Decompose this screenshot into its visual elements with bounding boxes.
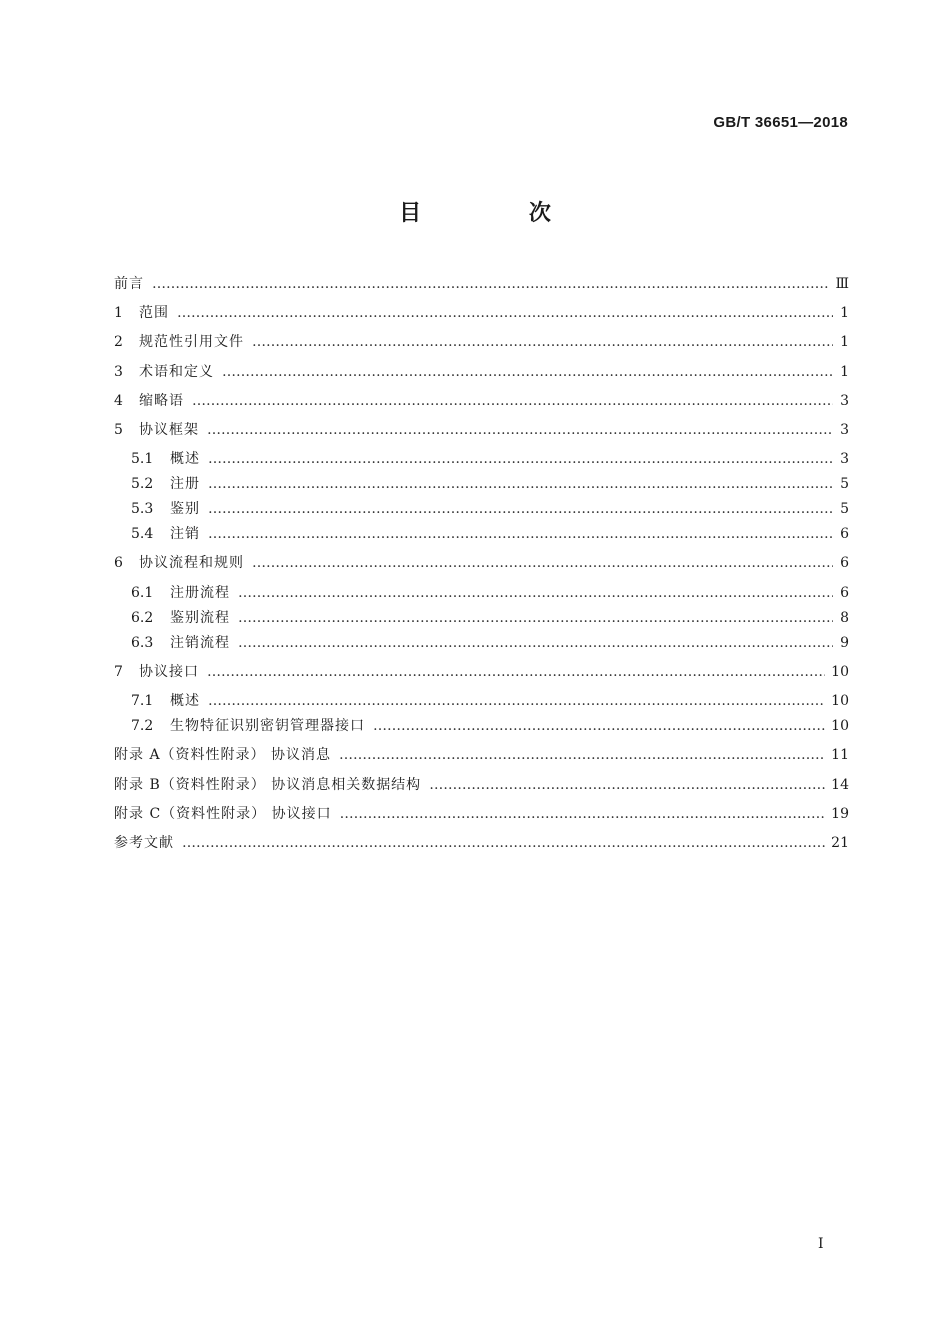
toc-dot-leader [208,499,833,519]
toc-entry-title: 鉴别 [170,501,200,517]
toc-entry-5-3[interactable] [131,499,849,519]
toc-dot-leader [208,691,825,711]
toc-dot-leader [252,553,833,573]
toc-dot-leader [207,662,825,682]
toc-entry-page: 3 [840,422,849,438]
toc-entry-page: 8 [840,610,849,626]
toc-entry-number: 6.2 [131,610,154,626]
toc-dot-leader [208,449,833,469]
toc-entry-title: 附录 C（资料性附录） 协议接口 [114,806,332,822]
toc-entry-title: 鉴别流程 [170,610,230,626]
toc-entry-5[interactable] [114,420,849,440]
toc-entry-annex-a[interactable] [114,745,849,765]
toc-entry-page: 9 [840,635,849,651]
toc-entry-number: 5.4 [131,526,154,542]
toc-entry-title: 协议流程和规则 [139,555,244,571]
toc-entry-page: 21 [831,835,849,851]
toc-entry-page: 10 [831,664,849,680]
toc-dot-leader [208,474,833,494]
toc-entry-number: 5.3 [131,501,154,517]
toc-entry-5-4[interactable] [131,524,849,544]
toc-dot-leader [177,303,833,323]
toc-dot-leader [429,775,825,795]
toc-entry-page: 11 [831,747,849,763]
toc-entry-number: 5.1 [131,451,154,467]
toc-entry-5-2[interactable] [131,474,849,494]
toc-entry-number: 1 [114,305,123,321]
toc-entry-annex-c[interactable] [114,804,849,824]
toc-entry-title: 协议框架 [139,422,199,438]
toc-entry-title: 缩略语 [139,393,184,409]
toc-entry-title: 注册 [170,476,200,492]
toc-entry-page: 6 [840,555,849,571]
toc-entry-page: 6 [840,526,849,542]
toc-entry-7[interactable] [114,662,849,682]
toc-entry-title: 注销流程 [170,635,230,651]
toc-entry-title: 注销 [170,526,200,542]
toc-entry-6-1[interactable] [131,583,849,603]
toc-dot-leader [222,362,833,382]
toc-entry-page: 10 [831,693,849,709]
toc-entry-4[interactable] [114,391,849,411]
toc-entry-title: 范围 [139,305,169,321]
toc-entry-number: 7 [114,664,123,680]
toc-entry-number: 7.1 [131,693,154,709]
toc-entry-number: 6 [114,555,123,571]
page-title: 目 次 [399,201,601,226]
toc-entry-foreword[interactable] [114,274,849,294]
toc-entry-title: 协议接口 [139,664,199,680]
toc-entry-page: 19 [831,806,849,822]
toc-entry-page: 1 [840,364,849,380]
toc-entry-number: 4 [114,393,123,409]
toc-entry-title: 附录 B（资料性附录） 协议消息相关数据结构 [114,777,422,793]
toc-entry-title: 规范性引用文件 [139,334,244,350]
toc-entry-number: 6.1 [131,585,154,601]
toc-entry-page: 5 [840,501,849,517]
toc-entry-page: 6 [840,585,849,601]
toc-entry-5-1[interactable] [131,449,849,469]
toc-entry-page: 5 [840,476,849,492]
toc-entry-title: 概述 [170,693,200,709]
toc-entry-page: 1 [840,305,849,321]
toc-entry-3[interactable] [114,362,849,382]
toc-entry-page: 1 [840,334,849,350]
toc-dot-leader [208,524,833,544]
toc-dot-leader [152,274,829,294]
toc-entry-2[interactable] [114,332,849,352]
toc-entry-title: 术语和定义 [139,364,214,380]
toc-entry-6[interactable] [114,553,849,573]
toc-entry-number: 5 [114,422,123,438]
toc-entry-number: 6.3 [131,635,154,651]
toc-dot-leader [339,745,825,765]
toc-entry-page: 10 [831,718,849,734]
toc-entry-7-1[interactable] [131,691,849,711]
page-number: Ⅰ [818,1236,824,1252]
toc-dot-leader [238,608,833,628]
toc-entry-page: 14 [831,777,849,793]
toc-dot-leader [182,833,825,853]
toc-dot-leader [373,716,825,736]
toc-entry-number: 3 [114,364,123,380]
toc-entry-7-2[interactable] [131,716,849,736]
toc-entry-title: 注册流程 [170,585,230,601]
toc-dot-leader [207,420,833,440]
toc-entry-title: 生物特征识别密钥管理器接口 [170,718,365,734]
toc-entry-title: 附录 A（资料性附录） 协议消息 [114,747,332,763]
standard-code: GB/T 36651—2018 [713,114,848,131]
toc-entry-title: 前言 [114,276,144,292]
toc-entry-bibliography[interactable] [114,833,849,853]
toc-dot-leader [192,391,833,411]
toc-entry-title: 参考文献 [114,835,174,851]
toc-entry-annex-b[interactable] [114,775,849,795]
toc-dot-leader [252,332,833,352]
toc-entry-title: 概述 [170,451,200,467]
toc-dot-leader [238,583,833,603]
toc-entry-6-2[interactable] [131,608,849,628]
toc-dot-leader [340,804,826,824]
toc-entry-page: 3 [840,451,849,467]
toc-entry-number: 5.2 [131,476,154,492]
toc-entry-1[interactable] [114,303,849,323]
toc-entry-number: 7.2 [131,718,154,734]
toc-entry-number: 2 [114,334,123,350]
toc-entry-page: Ⅲ [835,276,849,292]
toc-dot-leader [238,633,833,653]
toc-entry-page: 3 [840,393,849,409]
toc-entry-6-3[interactable] [131,633,849,653]
